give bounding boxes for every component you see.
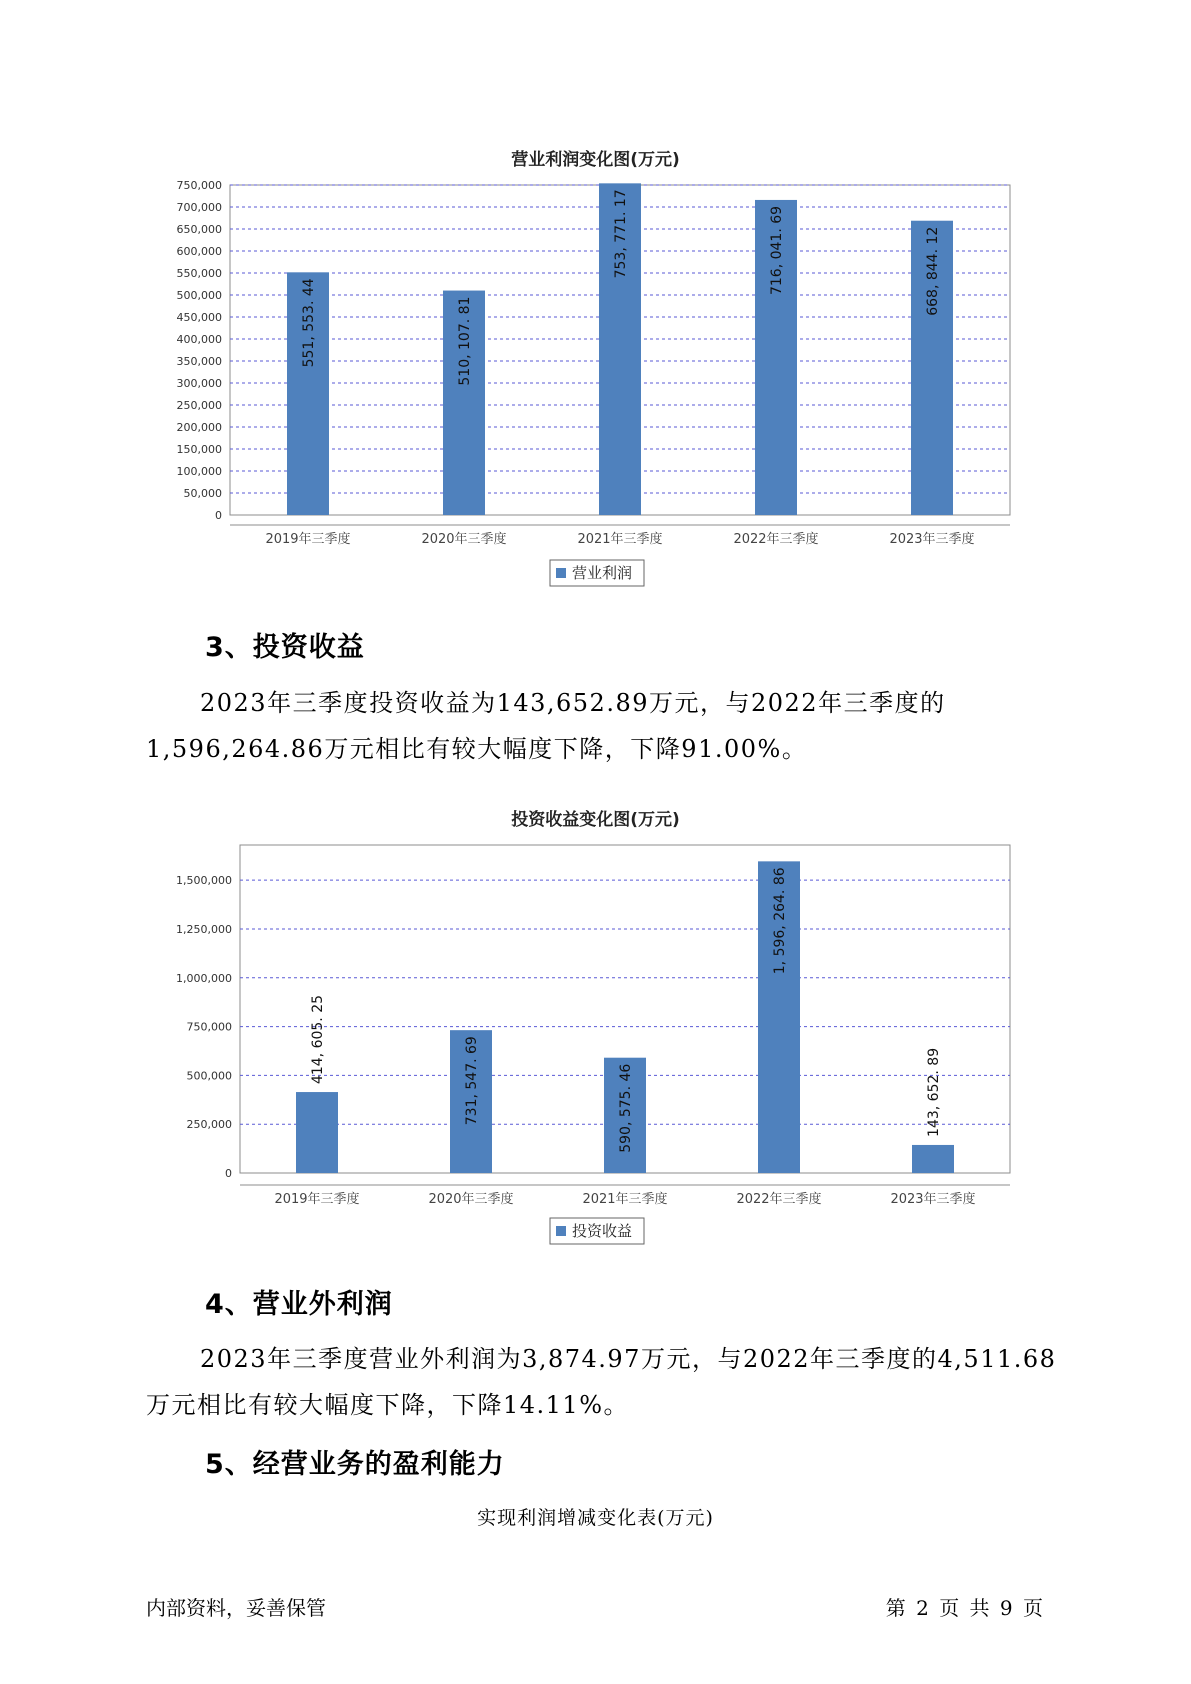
bar-value-label: 551, 553. 44: [301, 278, 317, 368]
y-tick-label: 1,000,000: [176, 971, 232, 985]
legend-swatch: [556, 568, 566, 578]
y-tick-label: 500,000: [186, 1069, 232, 1083]
y-tick-label: 300,000: [176, 377, 222, 390]
y-tick-label: 150,000: [176, 443, 222, 456]
y-tick-label: 650,000: [176, 223, 222, 236]
footer-confidential: 内部资料，妥善保管: [146, 1596, 326, 1620]
section3-line2: 1,596,264.86万元相比有较大幅度下降，下降91.00%。: [146, 735, 808, 763]
y-tick-label: 0: [215, 509, 222, 522]
x-tick-label: 2021年三季度: [577, 532, 663, 547]
section4-line2: 万元相比有较大幅度下降，下降14.11%。: [146, 1391, 630, 1419]
y-tick-label: 200,000: [176, 421, 222, 434]
y-tick-label: 250,000: [186, 1118, 232, 1132]
y-tick-label: 700,000: [176, 201, 222, 214]
x-tick-label: 2022年三季度: [736, 1192, 822, 1207]
bar-value-label: 143, 652. 89: [926, 1047, 942, 1137]
x-tick-label: 2022年三季度: [733, 532, 819, 547]
legend-swatch: [556, 1226, 566, 1236]
y-tick-label: 550,000: [176, 267, 222, 280]
y-tick-label: 1,250,000: [176, 922, 232, 936]
section5-heading: 5、经营业务的盈利能力: [205, 1449, 505, 1480]
operating-profit-chart: [0, 170, 1191, 620]
y-tick-label: 600,000: [176, 245, 222, 258]
chart1-title: 营业利润变化图(万元): [511, 150, 680, 170]
y-tick-label: 450,000: [176, 311, 222, 324]
bar-value-label: 716, 041. 69: [769, 205, 785, 296]
legend-label: 投资收益: [572, 1222, 633, 1240]
y-tick-label: 0: [225, 1167, 232, 1180]
bar-value-label: 1, 596, 264. 86: [772, 867, 788, 975]
x-tick-label: 2021年三季度: [582, 1192, 668, 1207]
footer-page-number: 第 2 页 共 9 页: [885, 1596, 1045, 1620]
y-tick-label: 250,000: [176, 399, 222, 412]
x-tick-label: 2023年三季度: [890, 1192, 976, 1207]
investment-income-chart: [0, 830, 1191, 1250]
section4-line1: 2023年三季度营业外利润为3,874.97万元，与2022年三季度的4,511.68: [200, 1345, 1057, 1373]
section3-heading: 3、投资收益: [205, 632, 365, 663]
bar: [912, 1145, 954, 1173]
chart2-title: 投资收益变化图(万元): [511, 810, 680, 830]
x-tick-label: 2019年三季度: [265, 532, 351, 547]
y-tick-label: 50,000: [183, 487, 222, 500]
bar-value-label: 510, 107. 81: [457, 296, 473, 386]
section3-paragraph: [146, 680, 1076, 772]
bar-value-label: 414, 605. 25: [310, 994, 326, 1085]
x-tick-label: 2020年三季度: [428, 1192, 514, 1207]
section3-line1: 2023年三季度投资收益为143,652.89万元，与2022年三季度的: [200, 689, 946, 717]
y-tick-label: 400,000: [176, 333, 222, 346]
bar-value-label: 753, 771. 17: [613, 189, 629, 279]
x-tick-label: 2020年三季度: [421, 532, 507, 547]
x-tick-label: 2023年三季度: [889, 532, 975, 547]
y-tick-label: 1,500,000: [176, 874, 232, 888]
bar-value-label: 731, 547. 69: [464, 1036, 480, 1126]
y-tick-label: 750,000: [176, 179, 222, 192]
y-tick-label: 500,000: [176, 289, 222, 302]
legend-label: 营业利润: [572, 564, 633, 582]
x-tick-label: 2019年三季度: [274, 1192, 360, 1207]
bar-value-label: 668, 844. 12: [925, 226, 941, 316]
table-caption: 实现利润增减变化表(万元): [477, 1507, 714, 1529]
y-tick-label: 100,000: [176, 465, 222, 478]
section4-paragraph: [146, 1336, 1076, 1428]
section4-heading: 4、营业外利润: [205, 1289, 393, 1320]
bar: [296, 1092, 338, 1173]
y-tick-label: 350,000: [176, 355, 222, 368]
y-tick-label: 750,000: [186, 1020, 232, 1034]
bar-value-label: 590, 575. 46: [618, 1063, 634, 1153]
